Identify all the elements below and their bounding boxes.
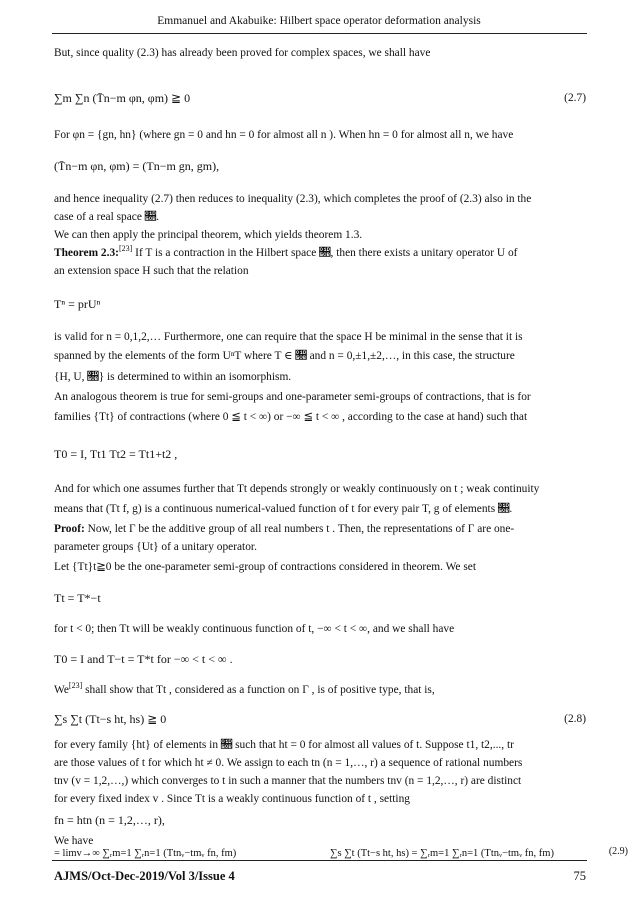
equation: T0 = I and T−t = T*t for −∞ < t < ∞ . [54,652,233,666]
text-line: for every fixed index v . Since Tt is a weakly continuous function of t , setting [54,793,410,805]
equation: = limv→∞ ∑ᵣm=1 ∑ᵣn=1 (Ttnᵥ−tmᵥ fn, fm) [54,848,237,859]
equation-number: (2.8) [564,713,586,725]
equation: (T̄n−m φn, φm) = (Tn−m gn, gm), [54,159,220,173]
text-line: parameter groups {Ut} of a unitary operator. [54,541,257,553]
text-line: for every family {ht} of elements in 𝔋 such that ht = 0 for almost all values of t. Suppose t1, t2,..., tr [54,739,514,751]
equation-2-8: ∑s ∑t (Tt−s ht, hs) ≧ 0 [54,712,167,726]
equation: T0 = I, Tt1 Tt2 = Tt1+t2 , [54,447,178,461]
text-line: for t < 0; then Tt will be weakly continuous function of t, −∞ < t < ∞, and we shall have [54,623,455,635]
text-line: Let {Tt}t≧0 be the one-parameter semi-group of contractions considered in theorem. We set [54,561,476,573]
proof-text: Now, let Γ be the additive group of all real numbers t . Then, the representations of Γ are one- [84,523,515,535]
text-line: An analogous theorem is true for semi-groups and one-parameter semi-groups of contractions, that is for [54,391,531,403]
text-line: For φn = {gn, hn} (where gn = 0 and hn = 0 for almost all n ). When hn = 0 for almost all n, we have [54,129,514,141]
equation-2-7: ∑m ∑n (T̄n−m φn, φm) ≧ 0 [54,91,191,105]
equation: Tt = T*−t [54,591,101,605]
running-header: Emmanuel and Akabuike: Hilbert space operator deformation analysis [157,15,481,27]
equation: fn = htn (n = 1,2,…, r), [54,813,165,827]
theorem-text: If T is a contraction in the Hilbert space 𝔋, then there exists a unitary operator U of [132,247,518,259]
equation: Tⁿ = prUⁿ [54,297,101,311]
citation-ref: [23] [118,244,133,254]
text-line: families {Tt} of contractions (where 0 ≦ t < ∞) or −∞ ≦ t < ∞ , according to the case at hand) such that [54,411,528,423]
header-rule [52,33,587,34]
text-line: And for which one assumes further that Tt depends strongly or weakly continuously on t ; weak continuity [54,483,540,495]
text-line: are those values of t for which ht ≠ 0. We assign to each tn (n = 1,…, r) a sequence of rational numbers [54,757,523,769]
text-segment: shall show that Tt , considered as a function on Γ , is of positive type, that is, [82,684,435,696]
text-segment: We [54,684,69,696]
equation-number: (2.7) [564,92,586,104]
proof-line [54,522,514,536]
text-line: {H, U, 𝔋} is determined to within an isomorphism. [54,371,292,383]
footer-rule [52,860,587,861]
text-line: means that (Tt f, g) is a continuous numerical-valued function of t for every pair T, g of elements 𝔋. [54,503,513,515]
citation-ref: [23] [68,681,83,691]
text-line: an extension space H such that the relation [54,265,249,277]
proof-label: Proof: [54,523,85,535]
text-line: case of a real space 𝔋. [54,211,159,223]
page-number: 75 [573,869,586,883]
theorem-label: Theorem 2.3: [54,247,119,259]
text-line: is valid for n = 0,1,2,… Furthermore, one can require that the space H be minimal in the sense that it is [54,331,523,343]
text-line [54,683,435,697]
theorem-line [54,246,517,260]
text-line: We have [54,835,94,847]
text-line: and hence inequality (2.7) then reduces to inequality (2.3), which completes the proof of (2.3) also in the [54,193,532,205]
journal-info: AJMS/Oct-Dec-2019/Vol 3/Issue 4 [54,869,235,883]
text-line: But, since quality (2.3) has already been proved for complex spaces, we shall have [54,47,431,59]
equation-number: (2.9) [608,846,628,857]
text-line: We can then apply the principal theorem, which yields theorem 1.3. [54,229,363,241]
text-line: spanned by the elements of the form UⁿT where T ∈ 𝔋 and n = 0,±1,±2,…, in this case, the structure [54,350,515,362]
equation: ∑s ∑t (Tt−s ht, hs) = ∑ᵣm=1 ∑ᵣn=1 (Ttnᵥ−tmᵥ fn, fm) [330,848,554,859]
text-line: tnv (v = 1,2,…,) which converges to t in such a manner that the numbers tnv (n = 1,2,…, r) are distinct [54,775,522,787]
